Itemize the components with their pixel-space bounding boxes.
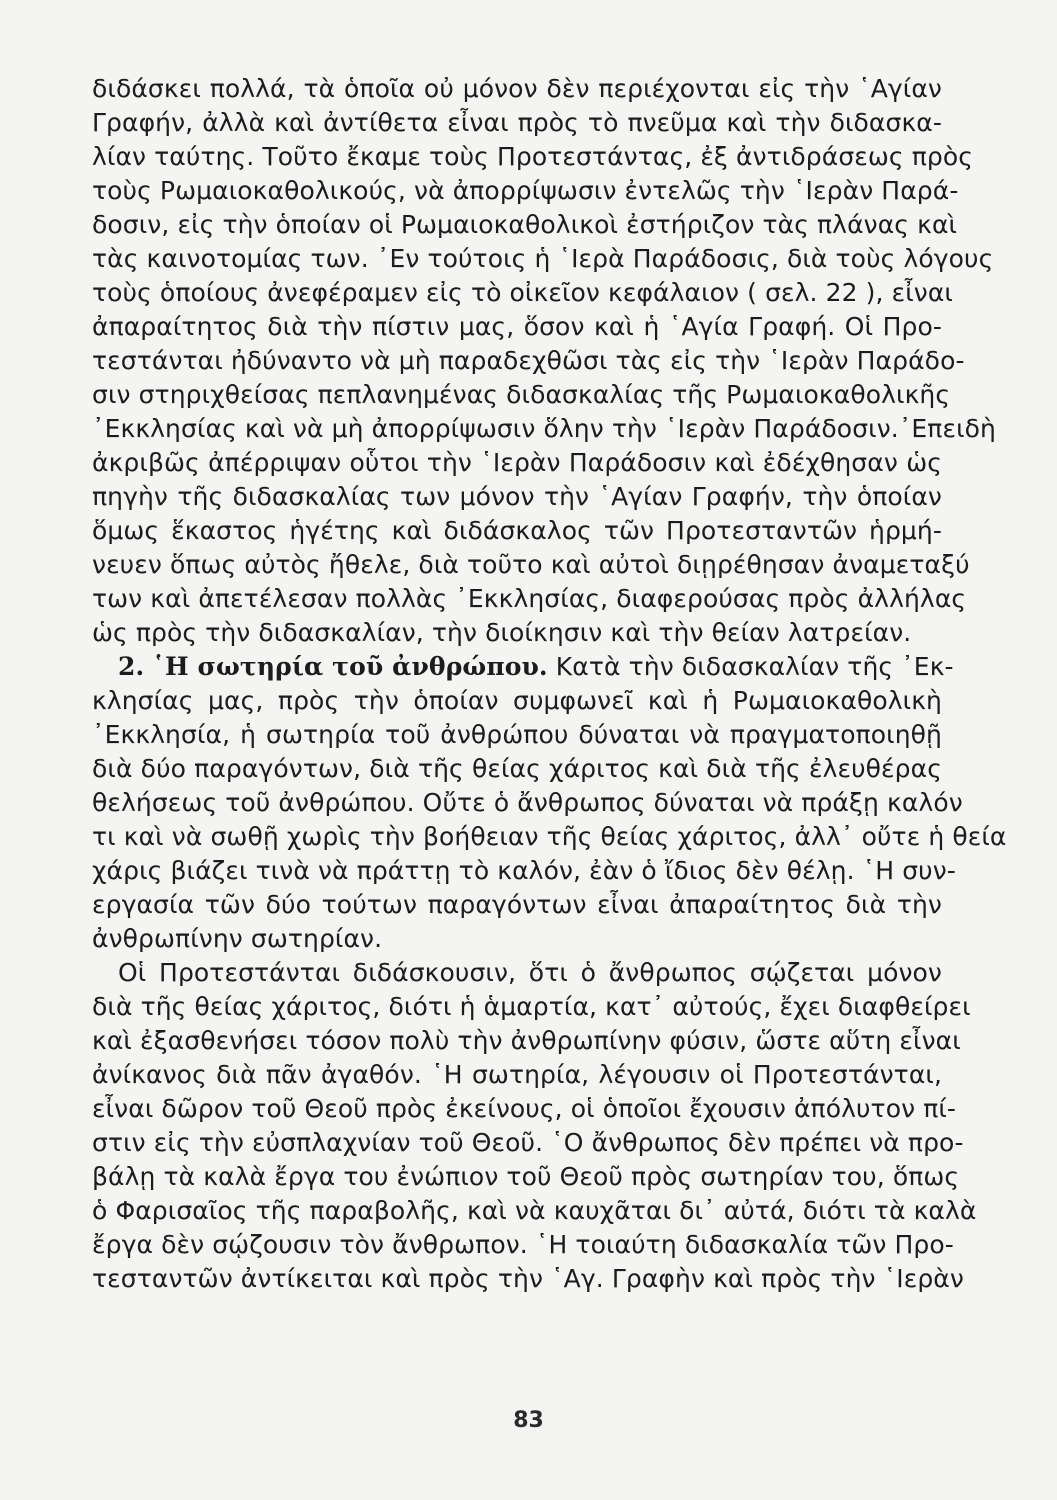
text-line: τοὺς Ρωμαιοκαθολικούς, νὰ ἀπορρίψωσιν ἐντελῶς τὴν ῾Ιερὰν Παρά- bbox=[92, 176, 959, 205]
text-line: θελήσεως τοῦ ἀνθρώπου. Οὔτε ὁ ἄνθρωπος δύναται νὰ πράξῃ καλόν bbox=[92, 788, 963, 817]
heading-line-text: Κατὰ τὴν διδασκαλίαν τῆς ᾿Εκ- bbox=[555, 652, 954, 681]
text-line: χάρις βιάζει τινὰ νὰ πράττῃ τὸ καλόν, ἐὰν ὁ ἴδιος δὲν θέλῃ. ῾Η συν- bbox=[92, 856, 956, 885]
text-line: τι καὶ νὰ σωθῇ χωρὶς τὴν βοήθειαν τῆς θείας χάριτος, ἀλλ᾿ οὔτε ἡ θεία bbox=[92, 822, 1007, 851]
text-line: πηγὴν τῆς διδασκαλίας των μόνον τὴν ῾Αγίαν Γραφήν, τὴν ὁποίαν bbox=[92, 482, 942, 511]
text-line: βάλῃ τὰ καλὰ ἔργα του ἐνώπιον τοῦ Θεοῦ πρὸς σωτηρίαν του, ὅπως bbox=[92, 1162, 960, 1191]
text-line: διδάσκει πολλά, τὰ ὁποῖα οὐ μόνον δὲν περιέχονται εἰς τὴν ῾Αγίαν bbox=[92, 74, 942, 103]
text-line: ἔργα δὲν σῴζουσιν τὸν ἄνθρωπον. ῾Η τοιαύτη διδασκαλία τῶν Προ- bbox=[92, 1230, 954, 1259]
text-line: των καὶ ἀπετέλεσαν πολλὰς ᾿Εκκλησίας, διαφερούσας πρὸς ἀλλήλας bbox=[92, 584, 967, 613]
text-line: εργασία τῶν δύο τούτων παραγόντων εἶναι ἀπαραίτητος διὰ τὴν bbox=[92, 890, 942, 919]
text-line: ὅμως ἕκαστος ἡγέτης καὶ διδάσκαλος τῶν Προτεσταντῶν ἡρμή- bbox=[92, 516, 942, 545]
text-line: κλησίας μας, πρὸς τὴν ὁποίαν συμφωνεῖ καὶ ἡ Ρωμαιοκαθολικὴ bbox=[92, 686, 942, 715]
text-line: διὰ δύο παραγόντων, διὰ τῆς θείας χάριτος καὶ διὰ τῆς ἐλευθέρας bbox=[92, 754, 942, 783]
text-line: ᾿Εκκλησίας καὶ νὰ μὴ ἀπορρίψωσιν ὅλην τὴν ῾Ιερὰν Παράδοσιν.᾿Επειδὴ bbox=[92, 414, 996, 443]
text-line: ἀπαραίτητος διὰ τὴν πίστιν μας, ὅσον καὶ ἡ ῾Αγία Γραφή. Οἱ Προ- bbox=[92, 312, 942, 341]
text-line: καὶ ἐξασθενήσει τόσον πολὺ τὴν ἀνθρωπίνην φύσιν, ὥστε αὕτη εἶναι bbox=[92, 1026, 961, 1055]
text-line: τεστάνται ἠδύναντο νὰ μὴ παραδεχθῶσι τὰς εἰς τὴν ῾Ιερὰν Παράδο- bbox=[92, 346, 965, 375]
text-line: ὡς πρὸς τὴν διδασκαλίαν, τὴν διοίκησιν καὶ τὴν θείαν λατρείαν. bbox=[92, 618, 912, 647]
text-line: σιν στηριχθείσας πεπλανημένας διδασκαλίας τῆς Ρωμαιοκαθολικῆς bbox=[92, 380, 951, 409]
text-line: ἀνίκανος διὰ πᾶν ἀγαθόν. ῾Η σωτηρία, λέγουσιν οἱ Προτεστάνται, bbox=[92, 1060, 942, 1089]
text-line: ἀνθρωπίνην σωτηρίαν. bbox=[92, 924, 383, 953]
text-line: νευεν ὅπως αὐτὸς ἤθελε, διὰ τοῦτο καὶ αὐτοὶ διῃρέθησαν ἀναμεταξύ bbox=[92, 550, 970, 579]
text-line: ἀκριβῶς ἀπέρριψαν οὗτοι τὴν ῾Ιερὰν Παράδοσιν καὶ ἐδέχθησαν ὡς bbox=[92, 448, 942, 477]
text-line: τοὺς ὁποίους ἀνεφέραμεν εἰς τὸ οἰκεῖον κεφάλαιον ( σελ. 22 ), εἶναι bbox=[92, 278, 953, 307]
text-line: στιν εἰς τὴν εὐσπλαχνίαν τοῦ Θεοῦ. ῾Ο ἄνθρωπος δὲν πρέπει νὰ προ- bbox=[92, 1128, 964, 1157]
text-line: ᾿Εκκλησία, ἡ σωτηρία τοῦ ἀνθρώπου δύναται νὰ πραγματοποιηθῇ bbox=[92, 720, 942, 749]
text-line: τὰς καινοτομίας των. ᾿Εν τούτοις ἡ ῾Ιερὰ Παράδοσις, διὰ τοὺς λόγους bbox=[92, 244, 994, 273]
text-line: ὁ Φαρισαῖος τῆς παραβολῆς, καὶ νὰ καυχᾶται δι᾿ αὐτά, διότι τὰ καλὰ bbox=[92, 1196, 977, 1225]
body-text bbox=[92, 72, 1007, 1296]
text-line: δοσιν, εἰς τὴν ὁποίαν οἱ Ρωμαιοκαθολικοὶ ἐστήριζον τὰς πλάνας καὶ bbox=[92, 210, 958, 239]
text-line: τεσταντῶν ἀντίκειται καὶ πρὸς τὴν ῾Αγ. Γραφὴν καὶ πρὸς τὴν ῾Ιερὰν bbox=[92, 1264, 964, 1293]
text-line: Γραφήν, ἀλλὰ καὶ ἀντίθετα εἶναι πρὸς τὸ πνεῦμα καὶ τὴν διδασκα- bbox=[92, 108, 942, 137]
text-line: διὰ τῆς θείας χάριτος, διότι ἡ ἁμαρτία, κατ᾿ αὐτούς, ἔχει διαφθείρει bbox=[92, 992, 971, 1021]
text-line: λίαν ταύτης. Τοῦτο ἔκαμε τοὺς Προτεστάντας, ἐξ ἀντιδράσεως πρὸς bbox=[92, 142, 974, 171]
section-title: ῾Η σωτηρία τοῦ ἀνθρώπου. bbox=[152, 652, 548, 681]
section-number: 2. bbox=[118, 652, 145, 681]
section-heading-line bbox=[92, 650, 954, 684]
text-line: εἶναι δῶρον τοῦ Θεοῦ πρὸς ἐκείνους, οἱ ὁποῖοι ἔχουσιν ἀπόλυτον πί- bbox=[92, 1094, 957, 1123]
text-line: Οἱ Προτεστάνται διδάσκουσιν, ὅτι ὁ ἄνθρωπος σῴζεται μόνον bbox=[118, 958, 942, 987]
page-number: 83 bbox=[513, 1408, 544, 1433]
